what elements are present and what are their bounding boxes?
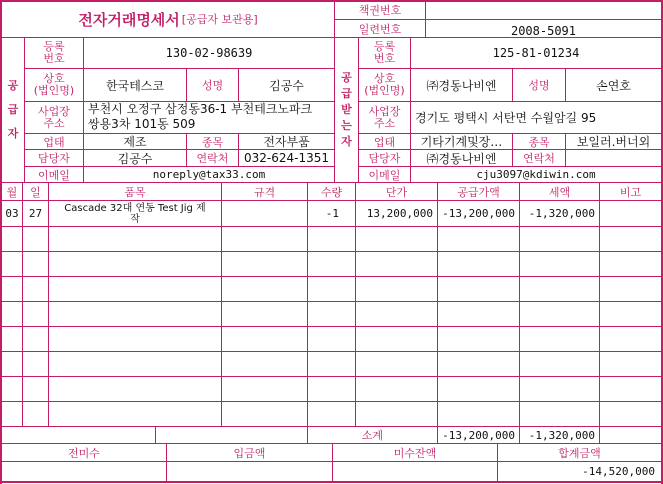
- buyer-rep-label: 성명: [528, 79, 550, 92]
- item-name: [49, 201, 221, 226]
- subtotal-supply: -13,200,000: [442, 428, 515, 442]
- buyer-section-char: 자: [341, 135, 352, 148]
- supplier-section-char: 급: [7, 103, 19, 116]
- supplier-bizitem: 전자부품: [263, 135, 310, 149]
- buyer-section-label: [335, 38, 358, 182]
- supplier-reg-label: [25, 38, 83, 68]
- buyer-contact-label: 담당자: [368, 152, 401, 165]
- supplier-phone-label: 연락처: [196, 152, 229, 165]
- buyer-phone: [566, 150, 661, 166]
- item-day: 27: [28, 207, 43, 220]
- supplier-addr-label: [25, 102, 83, 133]
- book-no-value: [426, 1, 661, 19]
- item-tax: -1,320,000: [528, 207, 595, 220]
- col-supply-header: 공급가액: [457, 185, 500, 199]
- label-line: 주소: [373, 116, 396, 130]
- received-value: [167, 462, 332, 481]
- serial-no-value: 2008-5091: [510, 23, 577, 38]
- total-label: 합계금액: [558, 446, 601, 460]
- item-unit-price: 13,200,000: [366, 207, 433, 220]
- supplier-email-label: 이메일: [38, 168, 70, 182]
- col-tax-header: 세액: [548, 185, 571, 199]
- item-month: 03: [5, 207, 19, 220]
- received-label: 입금액: [233, 446, 266, 460]
- buyer-contact: ㈜경동나비엔: [426, 151, 497, 166]
- buyer-bizitem-label: 종목: [528, 135, 550, 149]
- buyer-email-label: 이메일: [368, 168, 401, 182]
- supplier-address: [84, 102, 334, 133]
- buyer-section-char: 는: [341, 119, 352, 132]
- buyer-section-char: 급: [341, 87, 352, 100]
- col-item-header: 품목: [124, 185, 146, 199]
- unpaid-value: [333, 462, 497, 481]
- buyer-section-char: 받: [341, 103, 352, 116]
- label-line: 사업장: [38, 104, 70, 118]
- label-line: 주소: [43, 116, 65, 130]
- buyer-name-label: [359, 69, 410, 101]
- col-day-header: 일: [30, 185, 41, 199]
- supplier-email: noreply@tax33.com: [152, 168, 266, 181]
- supplier-biztype-label: 업태: [43, 135, 65, 149]
- col-qty-header: 수량: [320, 185, 343, 199]
- prev-balance-value: [2, 462, 166, 481]
- item-name-line: 작: [130, 213, 140, 225]
- buyer-rep: 손연호: [596, 78, 631, 93]
- col-unitprice-header: 단가: [385, 185, 408, 199]
- supplier-reg-no: 130-02-98639: [165, 46, 253, 60]
- buyer-addr-label: [359, 102, 410, 133]
- title-subtitle: [공급자 보관용]: [181, 13, 258, 26]
- label-line: 등록: [373, 40, 396, 53]
- subtotal-tax: -1,320,000: [528, 428, 595, 442]
- label-line: 번호: [43, 52, 65, 65]
- unpaid-label: 미수잔액: [393, 446, 437, 460]
- item-spec: [222, 201, 307, 226]
- label-line: 번호: [373, 52, 396, 65]
- prev-balance-label: 전미수: [68, 446, 100, 460]
- book-no-label: 책권번호: [358, 4, 402, 17]
- label-line: 사업장: [368, 104, 401, 118]
- supplier-name: 한국테스코: [106, 78, 164, 93]
- buyer-phone-label: 연락처: [523, 152, 555, 165]
- supplier-contact-label: 담당자: [38, 152, 70, 165]
- serial-no-label: 일련번호: [358, 22, 402, 36]
- buyer-email: cju3097@kdiwin.com: [476, 168, 596, 181]
- label-line: (법인명): [364, 84, 405, 97]
- subtotal-label: 소계: [361, 429, 383, 442]
- item-qty: -1: [325, 207, 339, 220]
- supplier-section-char: 공: [7, 79, 19, 92]
- buyer-reg-no: 125-81-01234: [492, 46, 580, 60]
- supplier-name-label: [25, 69, 83, 101]
- supplier-rep: 김공수: [269, 78, 304, 93]
- col-note-header: 비고: [619, 185, 642, 199]
- item-note: [600, 201, 661, 226]
- supplier-section-char: 자: [7, 127, 19, 140]
- supplier-biztype: 제조: [123, 135, 147, 149]
- title-text: 전자거래명세서: [78, 10, 180, 29]
- label-line: (법인명): [33, 84, 75, 97]
- buyer-section-char: 공: [341, 71, 352, 84]
- buyer-reg-label: [359, 38, 410, 68]
- label-line: 상호: [43, 72, 65, 85]
- item-supply-amount: -13,200,000: [442, 207, 515, 220]
- address-line: 쌍용3차 101동 509: [88, 117, 196, 131]
- supplier-bizitem-label: 종목: [201, 135, 224, 149]
- supplier-phone: 032-624-1351: [243, 151, 329, 165]
- document-title: [2, 2, 334, 36]
- buyer-biztype-label: 업태: [373, 135, 396, 149]
- col-month-header: 월: [6, 185, 18, 199]
- total-value: -14,520,000: [582, 465, 655, 478]
- buyer-bizitem: 보일러.버너외: [576, 135, 651, 149]
- supplier-contact: 김공수: [117, 151, 153, 166]
- item-name-line: Cascade 32대 연동 Test Jig 제: [64, 202, 206, 214]
- label-line: 등록: [43, 40, 65, 53]
- buyer-biztype: 기타기계및장…: [420, 135, 503, 149]
- col-spec-header: 규격: [253, 185, 276, 199]
- buyer-name: ㈜경동나비엔: [426, 78, 497, 93]
- address-line: 부천시 오정구 삼정동36-1 부천테크노파크: [88, 102, 313, 116]
- supplier-section-label: [2, 38, 24, 182]
- supplier-rep-label: 성명: [201, 79, 224, 92]
- label-line: 상호: [373, 72, 396, 85]
- buyer-address: 경기도 평택시 서탄면 수월암길 95: [415, 111, 597, 125]
